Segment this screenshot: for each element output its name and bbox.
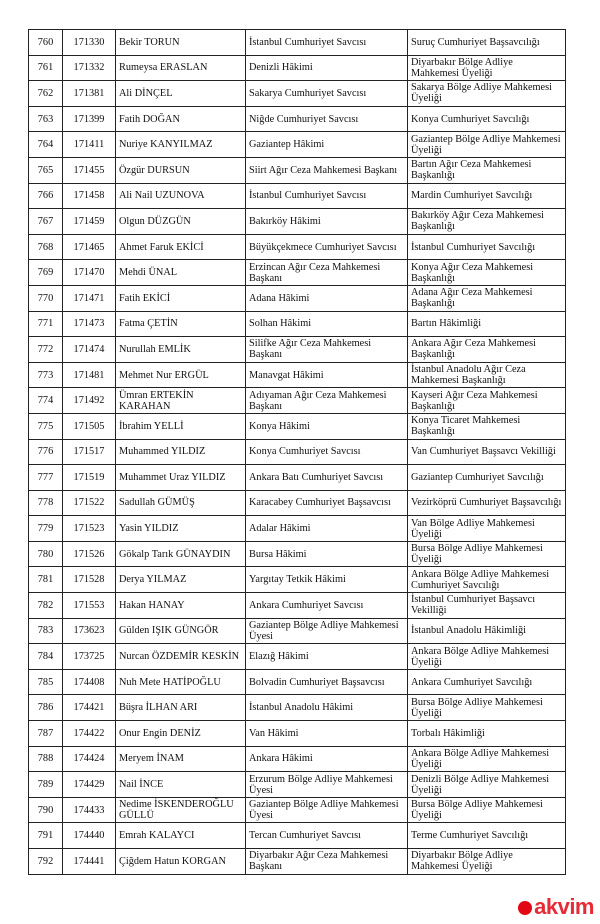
table-row <box>29 516 566 542</box>
registry-number: 171522 <box>63 490 116 516</box>
row-number: 772 <box>29 337 63 363</box>
registry-number: 173623 <box>63 618 116 644</box>
person-name: Fatih DOĞAN <box>116 106 246 132</box>
new-position: Bursa Bölge Adliye Mahkemesi Üyeliği <box>408 695 566 721</box>
registry-number: 171517 <box>63 439 116 465</box>
current-position: Gaziantep Bölge Adliye Mahkemesi Üyesi <box>246 618 408 644</box>
table-row <box>29 157 566 183</box>
current-position: Niğde Cumhuriyet Savcısı <box>246 106 408 132</box>
person-name: Nurullah EMLİK <box>116 337 246 363</box>
row-number: 764 <box>29 132 63 158</box>
row-number: 769 <box>29 260 63 286</box>
person-name: Mehmet Nur ERGÜL <box>116 362 246 388</box>
person-name: Meryem İNAM <box>116 746 246 772</box>
registry-number: 171470 <box>63 260 116 286</box>
current-position: Konya Hâkimi <box>246 413 408 439</box>
table-row <box>29 362 566 388</box>
person-name: Fatma ÇETİN <box>116 311 246 337</box>
registry-number: 171492 <box>63 388 116 414</box>
row-number: 780 <box>29 541 63 567</box>
registry-number: 171411 <box>63 132 116 158</box>
person-name: Büşra İLHAN ARI <box>116 695 246 721</box>
new-position: Konya Cumhuriyet Savcılığı <box>408 106 566 132</box>
logo-dot-icon <box>518 901 532 915</box>
person-name: Nuriye KANYILMAZ <box>116 132 246 158</box>
row-number: 777 <box>29 465 63 491</box>
person-name: Mehdi ÜNAL <box>116 260 246 286</box>
new-position: Kayseri Ağır Ceza Mahkemesi Başkanlığı <box>408 388 566 414</box>
new-position: Adana Ağır Ceza Mahkemesi Başkanlığı <box>408 285 566 311</box>
table-row <box>29 541 566 567</box>
row-number: 771 <box>29 311 63 337</box>
row-number: 789 <box>29 772 63 798</box>
person-name: Ali DİNÇEL <box>116 81 246 107</box>
registry-number: 174422 <box>63 721 116 747</box>
person-name: Bekir TORUN <box>116 30 246 56</box>
table-row <box>29 490 566 516</box>
table-row <box>29 721 566 747</box>
person-name: Muhammet Uraz YILDIZ <box>116 465 246 491</box>
person-name: Ahmet Faruk EKİCİ <box>116 234 246 260</box>
registry-number: 171528 <box>63 567 116 593</box>
person-name: Ümran ERTEKİN KARAHAN <box>116 388 246 414</box>
current-position: Elazığ Hâkimi <box>246 644 408 670</box>
table-row <box>29 183 566 209</box>
registry-number: 171526 <box>63 541 116 567</box>
person-name: İbrahim YELLİ <box>116 413 246 439</box>
new-position: Ankara Cumhuriyet Savcılığı <box>408 669 566 695</box>
new-position: Van Bölge Adliye Mahkemesi Üyeliği <box>408 516 566 542</box>
table-row <box>29 234 566 260</box>
new-position: Van Cumhuriyet Başsavcı Vekilliği <box>408 439 566 465</box>
table-row <box>29 695 566 721</box>
registry-number: 171481 <box>63 362 116 388</box>
new-position: Bartın Ağır Ceza Mahkemesi Başkanlığı <box>408 157 566 183</box>
watermark-text: akvim <box>534 894 594 919</box>
person-name: Gökalp Tarık GÜNAYDIN <box>116 541 246 567</box>
registry-number: 174441 <box>63 849 116 875</box>
current-position: Denizli Hâkimi <box>246 55 408 81</box>
table-row <box>29 337 566 363</box>
current-position: Van Hâkimi <box>246 721 408 747</box>
table-row <box>29 311 566 337</box>
registry-number: 174433 <box>63 797 116 823</box>
registry-number: 171381 <box>63 81 116 107</box>
current-position: Sakarya Cumhuriyet Savcısı <box>246 81 408 107</box>
registry-number: 171332 <box>63 55 116 81</box>
current-position: Bursa Hâkimi <box>246 541 408 567</box>
current-position: Ankara Batı Cumhuriyet Savcısı <box>246 465 408 491</box>
registry-number: 171458 <box>63 183 116 209</box>
current-position: Konya Cumhuriyet Savcısı <box>246 439 408 465</box>
table-row <box>29 132 566 158</box>
table-row <box>29 797 566 823</box>
row-number: 767 <box>29 209 63 235</box>
registry-number: 174421 <box>63 695 116 721</box>
new-position: Bursa Bölge Adliye Mahkemesi Üyeliği <box>408 797 566 823</box>
new-position: İstanbul Anadolu Ağır Ceza Mahkemesi Başkanlığı <box>408 362 566 388</box>
new-position: İstanbul Cumhuriyet Başsavcı Vekilliği <box>408 593 566 619</box>
row-number: 778 <box>29 490 63 516</box>
person-name: Onur Engin DENİZ <box>116 721 246 747</box>
row-number: 762 <box>29 81 63 107</box>
table-row <box>29 439 566 465</box>
new-position: Sakarya Bölge Adliye Mahkemesi Üyeliği <box>408 81 566 107</box>
current-position: Bolvadin Cumhuriyet Başsavcısı <box>246 669 408 695</box>
row-number: 763 <box>29 106 63 132</box>
new-position: İstanbul Anadolu Hâkimliği <box>408 618 566 644</box>
person-name: Özgür DURSUN <box>116 157 246 183</box>
table-row <box>29 388 566 414</box>
person-name: Nurcan ÖZDEMİR KESKİN <box>116 644 246 670</box>
row-number: 760 <box>29 30 63 56</box>
registry-number: 171505 <box>63 413 116 439</box>
table-row <box>29 746 566 772</box>
table-row <box>29 30 566 56</box>
table-row <box>29 81 566 107</box>
current-position: Büyükçekmece Cumhuriyet Savcısı <box>246 234 408 260</box>
new-position: Diyarbakır Bölge Adliye Mahkemesi Üyeliği <box>408 55 566 81</box>
row-number: 766 <box>29 183 63 209</box>
watermark-logo <box>518 894 594 920</box>
registry-number: 171519 <box>63 465 116 491</box>
table-row <box>29 106 566 132</box>
row-number: 786 <box>29 695 63 721</box>
row-number: 770 <box>29 285 63 311</box>
row-number: 779 <box>29 516 63 542</box>
current-position: Manavgat Hâkimi <box>246 362 408 388</box>
new-position: Gaziantep Cumhuriyet Savcılığı <box>408 465 566 491</box>
current-position: Adıyaman Ağır Ceza Mahkemesi Başkanı <box>246 388 408 414</box>
table-row <box>29 55 566 81</box>
current-position: Erzincan Ağır Ceza Mahkemesi Başkanı <box>246 260 408 286</box>
table-row <box>29 772 566 798</box>
new-position: Bursa Bölge Adliye Mahkemesi Üyeliği <box>408 541 566 567</box>
registry-number: 171330 <box>63 30 116 56</box>
registry-number: 174440 <box>63 823 116 849</box>
new-position: Denizli Bölge Adliye Mahkemesi Üyeliği <box>408 772 566 798</box>
registry-number: 173725 <box>63 644 116 670</box>
new-position: Torbalı Hâkimliği <box>408 721 566 747</box>
table-row <box>29 285 566 311</box>
table-row <box>29 413 566 439</box>
current-position: Diyarbakır Ağır Ceza Mahkemesi Başkanı <box>246 849 408 875</box>
registry-number: 171459 <box>63 209 116 235</box>
person-name: Emrah KALAYCI <box>116 823 246 849</box>
new-position: Ankara Ağır Ceza Mahkemesi Başkanlığı <box>408 337 566 363</box>
person-name: Nedime İSKENDEROĞLU GÜLLÜ <box>116 797 246 823</box>
new-position: Ankara Bölge Adliye Mahkemesi Üyeliği <box>408 746 566 772</box>
row-number: 773 <box>29 362 63 388</box>
table-row <box>29 618 566 644</box>
current-position: Ankara Cumhuriyet Savcısı <box>246 593 408 619</box>
row-number: 791 <box>29 823 63 849</box>
current-position: İstanbul Anadolu Hâkimi <box>246 695 408 721</box>
person-name: Derya YILMAZ <box>116 567 246 593</box>
registry-number: 171523 <box>63 516 116 542</box>
person-name: Çiğdem Hatun KORGAN <box>116 849 246 875</box>
table-row <box>29 823 566 849</box>
current-position: Adalar Hâkimi <box>246 516 408 542</box>
new-position: Vezirköprü Cumhuriyet Başsavcılığı <box>408 490 566 516</box>
table-row <box>29 567 566 593</box>
registry-number: 171455 <box>63 157 116 183</box>
row-number: 792 <box>29 849 63 875</box>
row-number: 782 <box>29 593 63 619</box>
current-position: Erzurum Bölge Adliye Mahkemesi Üyesi <box>246 772 408 798</box>
table-row <box>29 669 566 695</box>
registry-number: 171553 <box>63 593 116 619</box>
current-position: Karacabey Cumhuriyet Başsavcısı <box>246 490 408 516</box>
person-name: Rumeysa ERASLAN <box>116 55 246 81</box>
new-position: Suruç Cumhuriyet Başsavcılığı <box>408 30 566 56</box>
registry-number: 171399 <box>63 106 116 132</box>
new-position: Bakırköy Ağır Ceza Mahkemesi Başkanlığı <box>408 209 566 235</box>
new-position: Mardin Cumhuriyet Savcılığı <box>408 183 566 209</box>
row-number: 776 <box>29 439 63 465</box>
person-name: Gülden IŞIK GÜNGÖR <box>116 618 246 644</box>
person-name: Nuh Mete HATİPOĞLU <box>116 669 246 695</box>
person-name: Muhammed YILDIZ <box>116 439 246 465</box>
row-number: 785 <box>29 669 63 695</box>
row-number: 774 <box>29 388 63 414</box>
row-number: 775 <box>29 413 63 439</box>
new-position: İstanbul Cumhuriyet Savcılığı <box>408 234 566 260</box>
new-position: Diyarbakır Bölge Adliye Mahkemesi Üyeliği <box>408 849 566 875</box>
registry-number: 171474 <box>63 337 116 363</box>
new-position: Gaziantep Bölge Adliye Mahkemesi Üyeliği <box>408 132 566 158</box>
table-row <box>29 593 566 619</box>
row-number: 790 <box>29 797 63 823</box>
registry-number: 174408 <box>63 669 116 695</box>
registry-number: 171465 <box>63 234 116 260</box>
new-position: Terme Cumhuriyet Savcılığı <box>408 823 566 849</box>
row-number: 784 <box>29 644 63 670</box>
appointment-table <box>28 29 566 875</box>
current-position: Gaziantep Hâkimi <box>246 132 408 158</box>
current-position: Yargıtay Tetkik Hâkimi <box>246 567 408 593</box>
row-number: 788 <box>29 746 63 772</box>
row-number: 783 <box>29 618 63 644</box>
new-position: Konya Ticaret Mahkemesi Başkanlığı <box>408 413 566 439</box>
table-row <box>29 209 566 235</box>
person-name: Hakan HANAY <box>116 593 246 619</box>
table-row <box>29 849 566 875</box>
person-name: Nail İNCE <box>116 772 246 798</box>
person-name: Ali Nail UZUNOVA <box>116 183 246 209</box>
current-position: İstanbul Cumhuriyet Savcısı <box>246 30 408 56</box>
registry-number: 171473 <box>63 311 116 337</box>
appointment-table-body <box>29 30 566 875</box>
registry-number: 174429 <box>63 772 116 798</box>
table-row <box>29 644 566 670</box>
new-position: Ankara Bölge Adliye Mahkemesi Cumhuriyet Savcılığı <box>408 567 566 593</box>
registry-number: 174424 <box>63 746 116 772</box>
table-row <box>29 465 566 491</box>
current-position: Silifke Ağır Ceza Mahkemesi Başkanı <box>246 337 408 363</box>
current-position: Solhan Hâkimi <box>246 311 408 337</box>
current-position: Ankara Hâkimi <box>246 746 408 772</box>
current-position: Gaziantep Bölge Adliye Mahkemesi Üyesi <box>246 797 408 823</box>
row-number: 787 <box>29 721 63 747</box>
row-number: 781 <box>29 567 63 593</box>
current-position: Adana Hâkimi <box>246 285 408 311</box>
current-position: Bakırköy Hâkimi <box>246 209 408 235</box>
person-name: Olgun DÜZGÜN <box>116 209 246 235</box>
current-position: Tercan Cumhuriyet Savcısı <box>246 823 408 849</box>
new-position: Bartın Hâkimliği <box>408 311 566 337</box>
person-name: Sadullah GÜMÜŞ <box>116 490 246 516</box>
registry-number: 171471 <box>63 285 116 311</box>
row-number: 768 <box>29 234 63 260</box>
table-row <box>29 260 566 286</box>
row-number: 761 <box>29 55 63 81</box>
person-name: Fatih EKİCİ <box>116 285 246 311</box>
person-name: Yasin YILDIZ <box>116 516 246 542</box>
new-position: Ankara Bölge Adliye Mahkemesi Üyeliği <box>408 644 566 670</box>
row-number: 765 <box>29 157 63 183</box>
current-position: Siirt Ağır Ceza Mahkemesi Başkanı <box>246 157 408 183</box>
new-position: Konya Ağır Ceza Mahkemesi Başkanlığı <box>408 260 566 286</box>
current-position: İstanbul Cumhuriyet Savcısı <box>246 183 408 209</box>
